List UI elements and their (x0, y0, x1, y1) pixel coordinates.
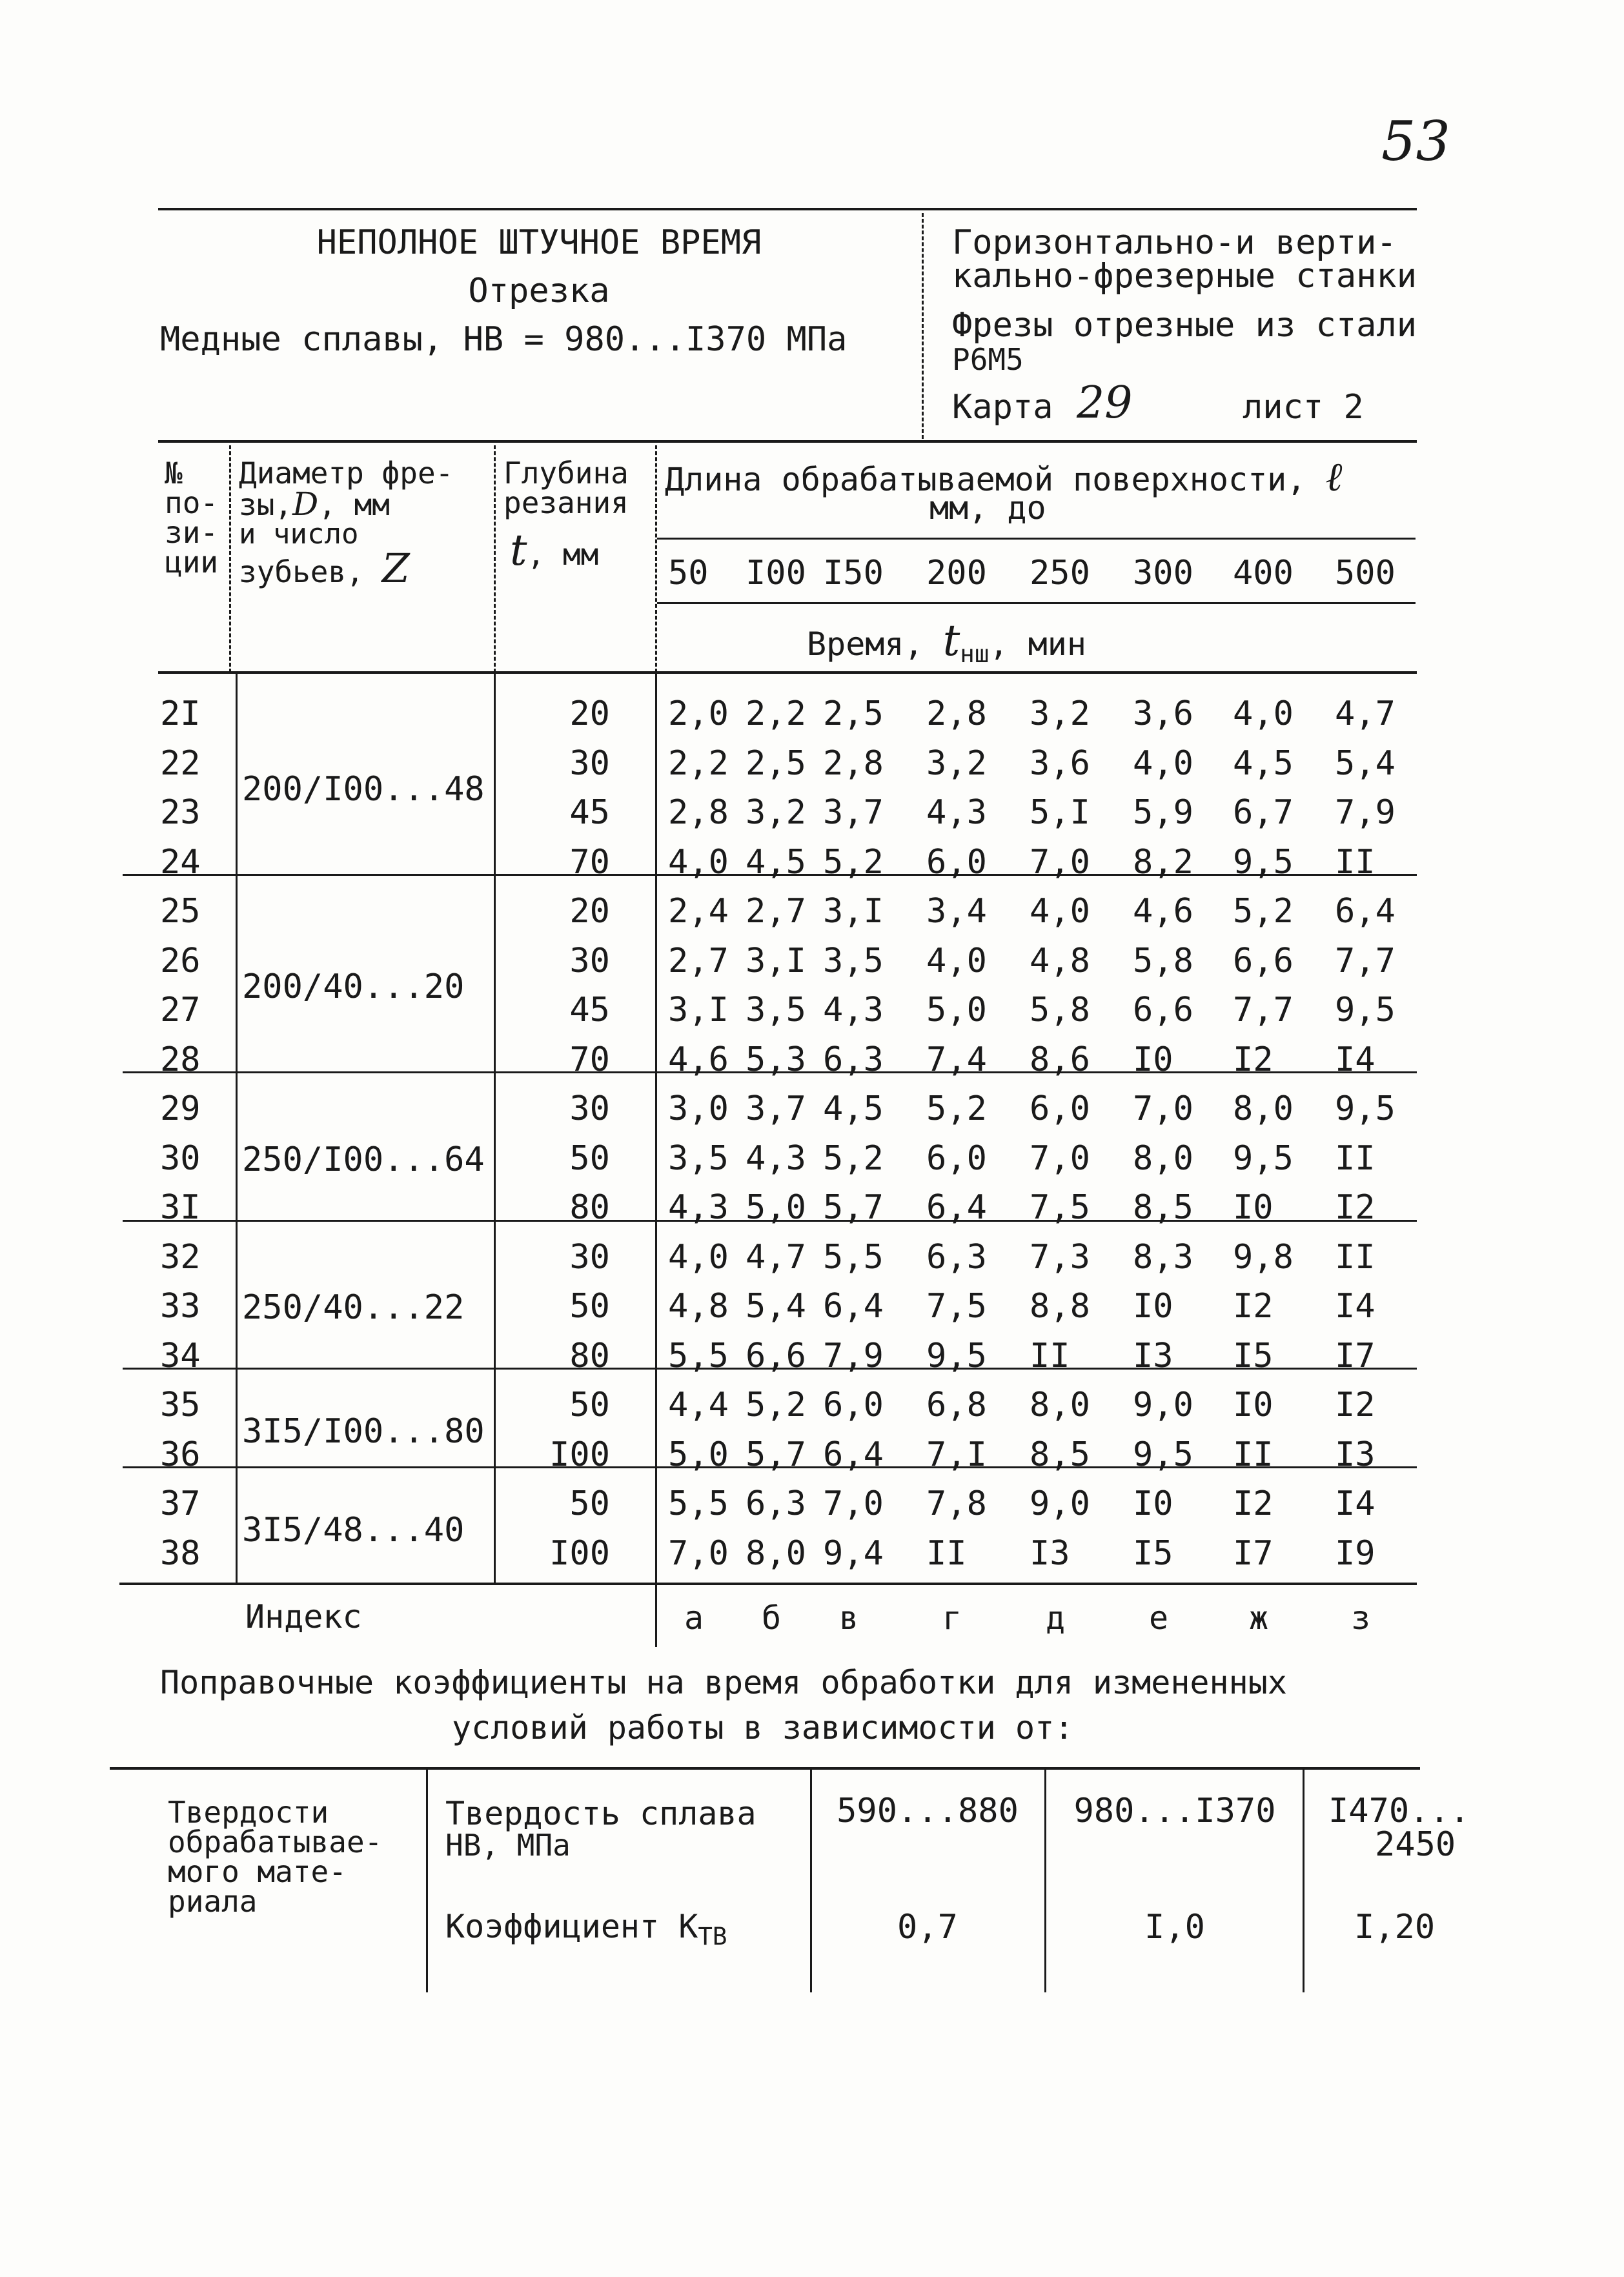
col-diameter-h4a: зубьев, (239, 554, 364, 589)
correction-title-2: условий работы в зависимости от: (452, 1709, 1074, 1746)
row-time-value: 3,2 (1030, 694, 1090, 733)
row-time-value: II (1335, 842, 1375, 882)
row-depth: 30 (569, 744, 610, 783)
group-diameter: 3I5/I00...80 (242, 1412, 485, 1451)
row-time-value: 4,3 (668, 1188, 729, 1227)
row-time-value: 7,3 (1030, 1237, 1090, 1277)
length-value: 250 (1030, 554, 1090, 592)
row-depth: 45 (569, 991, 610, 1029)
page-title: НЕПОЛНОЕ ШТУЧНОЕ ВРЕМЯ (316, 223, 762, 262)
row-time-value: 3,7 (823, 793, 884, 832)
row-time-value: 4,0 (1233, 694, 1294, 733)
row-time-value: 9,0 (1133, 1386, 1193, 1424)
row-time-value: 5,3 (746, 1040, 806, 1079)
time-unit: , мин (989, 625, 1086, 663)
row-time-value: 9,0 (1030, 1484, 1090, 1523)
row-time-value: 5,7 (746, 1435, 806, 1474)
length-value: I50 (823, 554, 884, 592)
row-time-value: II (926, 1533, 967, 1573)
row-position: 36 (160, 1435, 201, 1474)
row-time-value: 6,0 (926, 842, 987, 882)
col-diameter-h4 (239, 545, 410, 592)
row-time-value: 2,2 (668, 744, 729, 783)
col-length-h2: мм, до (929, 489, 1046, 527)
row-time-value: 9,5 (1133, 1435, 1193, 1474)
diameter-symbol: D (292, 485, 319, 523)
col1-divider-head (229, 445, 231, 673)
row-time-value: 6,0 (1030, 1089, 1090, 1128)
row-time-value: 4,8 (1030, 941, 1090, 980)
row-time-value: I3 (1030, 1533, 1070, 1573)
row-time-value: 6,8 (926, 1386, 987, 1424)
row-time-value: 7,5 (926, 1287, 987, 1326)
row-time-value: 5,5 (668, 1336, 729, 1375)
time-subheader-rule (657, 602, 1416, 604)
row-time-value: I5 (1233, 1336, 1274, 1375)
row-time-value: 5,5 (668, 1484, 729, 1523)
time-label (807, 616, 1086, 668)
col-position-h2: по- (165, 485, 219, 520)
row-time-value: II (1335, 1237, 1375, 1277)
range-3a: I470... (1328, 1792, 1470, 1830)
row-depth: 80 (569, 1188, 610, 1227)
row-time-value: 6,0 (926, 1138, 987, 1178)
row-depth: 50 (569, 1386, 610, 1424)
row-time-value: I4 (1335, 1287, 1375, 1326)
row-time-value: I2 (1233, 1484, 1274, 1523)
row-time-value: 9,4 (823, 1533, 884, 1573)
row-time-value: 9,8 (1233, 1237, 1294, 1277)
row-time-value: 6,6 (746, 1336, 806, 1375)
col-depth-unit: , мм (527, 537, 599, 572)
row-time-value: 5,0 (926, 991, 987, 1029)
col-depth-h3 (510, 525, 599, 575)
coef-subscript: ТВ (698, 1922, 727, 1950)
row-time-value: 5,2 (926, 1089, 987, 1128)
row-time-value: I0 (1233, 1188, 1274, 1227)
row-depth: 30 (569, 1089, 610, 1128)
operation-name: Отрезка (468, 272, 610, 310)
param-label-2: НВ, МПа (445, 1828, 571, 1863)
row-time-value: II (1030, 1336, 1070, 1375)
row-time-value: 5,9 (1133, 793, 1193, 832)
row-time-value: 3,6 (1030, 744, 1090, 783)
time-symbol: t (942, 616, 960, 665)
row-time-value: 5,2 (823, 842, 884, 882)
corr-div-2 (810, 1770, 812, 1992)
row-time-value: I9 (1335, 1533, 1375, 1573)
col-diameter-h2 (239, 485, 390, 523)
col-diameter-h2a: зы, (239, 487, 293, 522)
row-time-value: 4,5 (1233, 744, 1294, 783)
row-time-value: 5,7 (823, 1188, 884, 1227)
row-time-value: 6,7 (1233, 793, 1294, 832)
row-time-value: 5,0 (668, 1435, 729, 1474)
row-time-value: 4,0 (668, 842, 729, 882)
table-top-rule (158, 440, 1417, 443)
row-time-value: 7,0 (1030, 1138, 1090, 1178)
row-position: 33 (160, 1287, 201, 1326)
length-value: I00 (746, 554, 806, 592)
length-value: 300 (1133, 554, 1193, 592)
row-depth: I00 (549, 1435, 610, 1474)
row-position: 35 (160, 1386, 201, 1424)
row-position: 38 (160, 1533, 201, 1573)
row-time-value: 4,4 (668, 1386, 729, 1424)
row-time-value: 8,0 (1133, 1138, 1193, 1178)
col-diameter-h3: и число (239, 518, 359, 551)
row-time-value: 5,4 (1335, 744, 1396, 783)
row-time-value: 2,8 (668, 793, 729, 832)
col-position-h4: ции (165, 545, 219, 580)
row-time-value: 3,0 (668, 1089, 729, 1128)
row-depth: 50 (569, 1484, 610, 1523)
row-time-value: 2,4 (668, 892, 729, 931)
row-time-value: I2 (1335, 1386, 1375, 1424)
row-time-value: 7,8 (926, 1484, 987, 1523)
tool-line-1: Фрезы отрезные из стали (952, 306, 1417, 345)
row-time-value: 2,8 (926, 694, 987, 733)
col3-divider-body (655, 674, 657, 1583)
group-diameter: 3I5/48...40 (242, 1510, 465, 1550)
row-depth: I00 (549, 1533, 610, 1573)
machine-line-2: кально-фрезерные станки (952, 257, 1417, 296)
row-depth: 45 (569, 793, 610, 832)
range-2: 980...I370 (1073, 1792, 1276, 1830)
row-time-value: 2,7 (668, 941, 729, 980)
sheet-label: лист 2 (1243, 388, 1364, 427)
col-depth-h2: резания (503, 485, 629, 520)
row-time-value: I5 (1133, 1533, 1173, 1573)
row-position: 24 (160, 842, 201, 882)
range-1: 590...880 (837, 1792, 1019, 1830)
time-subscript: нш (960, 640, 990, 668)
row-time-value: I7 (1335, 1336, 1375, 1375)
row-depth: 30 (569, 1237, 610, 1277)
row-time-value: I0 (1133, 1484, 1173, 1523)
row-time-value: 4,5 (746, 842, 806, 882)
index-letter: ж (1249, 1599, 1269, 1637)
row-time-value: 4,0 (926, 941, 987, 980)
row-time-value: 4,7 (746, 1237, 806, 1277)
row-time-value: 7,9 (1335, 793, 1396, 832)
card-number: 29 (1077, 378, 1133, 429)
row-depth: 80 (569, 1336, 610, 1375)
row-time-value: 9,5 (926, 1336, 987, 1375)
table-body-bottom-rule (119, 1583, 1417, 1585)
row-time-value: 5,4 (746, 1287, 806, 1326)
row-time-value: 8,5 (1030, 1435, 1090, 1474)
row-position: 28 (160, 1040, 201, 1079)
row-position: 2I (160, 694, 201, 733)
row-time-value: I4 (1335, 1484, 1375, 1523)
teeth-symbol: Z (381, 545, 410, 592)
row-time-value: 2,2 (746, 694, 806, 733)
row-time-value: II (1233, 1435, 1274, 1474)
row-time-value: 5,2 (823, 1138, 884, 1178)
row-time-value: 3,5 (668, 1138, 729, 1178)
row-time-value: 7,I (926, 1435, 987, 1474)
time-label-text: Время, (807, 625, 924, 663)
row-time-value: 5,2 (1233, 892, 1294, 931)
row-time-value: 4,3 (746, 1138, 806, 1178)
group-separator (123, 1368, 1417, 1370)
index-letter: д (1046, 1599, 1066, 1637)
row-time-value: 6,3 (926, 1237, 987, 1277)
col3-divider-head (655, 445, 657, 673)
row-depth: 20 (569, 892, 610, 931)
row-time-value: 6,4 (1335, 892, 1396, 931)
row-time-value: I7 (1233, 1533, 1274, 1573)
row-depth: 70 (569, 1040, 610, 1079)
row-time-value: 3,7 (746, 1089, 806, 1128)
group-diameter: 250/40...22 (242, 1288, 465, 1328)
group-separator (123, 874, 1417, 876)
group-separator (123, 1071, 1417, 1073)
row-time-value: 9,5 (1335, 991, 1396, 1029)
coef-2: I,0 (1144, 1908, 1205, 1947)
length-value: 500 (1335, 554, 1396, 592)
col-diameter-h2b: , мм (318, 487, 390, 522)
row-position: 22 (160, 744, 201, 783)
col-position-h3: зи- (165, 515, 219, 550)
factor-name-4: риала (168, 1884, 258, 1919)
row-depth: 50 (569, 1287, 610, 1326)
row-time-value: 7,0 (1133, 1089, 1193, 1128)
row-time-value: 7,5 (1030, 1188, 1090, 1227)
row-time-value: 3,5 (746, 991, 806, 1029)
row-time-value: 4,6 (668, 1040, 729, 1079)
row-time-value: 8,0 (746, 1533, 806, 1573)
row-time-value: 3,5 (823, 941, 884, 980)
col-diameter-h1: Диаметр фре- (239, 456, 454, 491)
row-time-value: 3,4 (926, 892, 987, 931)
row-time-value: 8,2 (1133, 842, 1193, 882)
row-time-value: 9,5 (1233, 1138, 1294, 1178)
row-time-value: 7,7 (1335, 941, 1396, 980)
header-divider (922, 213, 924, 439)
row-time-value: 4,3 (823, 991, 884, 1029)
length-value: 400 (1233, 554, 1294, 592)
correction-top-rule (110, 1767, 1420, 1770)
row-position: 30 (160, 1138, 201, 1178)
row-time-value: I3 (1133, 1336, 1173, 1375)
row-time-value: 2,0 (668, 694, 729, 733)
col2-divider-head (494, 445, 496, 673)
row-time-value: I3 (1335, 1435, 1375, 1474)
row-time-value: 4,8 (668, 1287, 729, 1326)
row-time-value: 3,2 (746, 793, 806, 832)
row-time-value: 2,7 (746, 892, 806, 931)
machine-line-1: Горизонтально-и верти- (952, 223, 1397, 262)
coef-label-text: Коэффициент К (445, 1908, 698, 1945)
col2-divider-body (494, 674, 496, 1583)
factor-name-2: обрабатывае- (168, 1825, 383, 1859)
row-time-value: I0 (1233, 1386, 1274, 1424)
row-time-value: 7,7 (1233, 991, 1294, 1029)
corr-div-4 (1303, 1770, 1304, 1992)
row-time-value: 5,8 (1133, 941, 1193, 980)
col-position-h1: № (165, 456, 183, 491)
corr-div-1 (426, 1770, 428, 1992)
length-value: 50 (668, 554, 709, 592)
row-time-value: 6,3 (746, 1484, 806, 1523)
row-time-value: 4,6 (1133, 892, 1193, 931)
row-time-value: II (1335, 1138, 1375, 1178)
index-letter: а (684, 1599, 704, 1637)
row-time-value: 4,7 (1335, 694, 1396, 733)
row-time-value: 6,4 (823, 1435, 884, 1474)
row-time-value: 7,0 (823, 1484, 884, 1523)
row-time-value: 3,I (668, 991, 729, 1029)
row-depth: 30 (569, 941, 610, 980)
row-time-value: 9,5 (1335, 1089, 1396, 1128)
row-depth: 20 (569, 694, 610, 733)
row-position: 32 (160, 1237, 201, 1277)
range-3b: 2450 (1375, 1825, 1456, 1864)
group-diameter: 200/I00...48 (242, 770, 485, 809)
row-time-value: 3,2 (926, 744, 987, 783)
row-time-value: 5,0 (746, 1188, 806, 1227)
header-top-rule (158, 208, 1417, 210)
row-time-value: 6,3 (823, 1040, 884, 1079)
row-time-value: 4,3 (926, 793, 987, 832)
row-time-value: 8,6 (1030, 1040, 1090, 1079)
coef-1: 0,7 (897, 1908, 958, 1947)
row-time-value: 8,0 (1233, 1089, 1294, 1128)
row-position: 34 (160, 1336, 201, 1375)
row-depth: 50 (569, 1138, 610, 1178)
row-time-value: 6,6 (1233, 941, 1294, 980)
row-time-value: 6,6 (1133, 991, 1193, 1029)
row-time-value: 5,8 (1030, 991, 1090, 1029)
coef-3: I,20 (1354, 1908, 1436, 1947)
row-time-value: 4,0 (1030, 892, 1090, 931)
index-letter: в (839, 1599, 859, 1637)
col-length-title: Длина обрабатываемой поверхности, (665, 461, 1306, 498)
row-position: 29 (160, 1089, 201, 1128)
row-time-value: 6,4 (926, 1188, 987, 1227)
row-time-value: 6,4 (823, 1287, 884, 1326)
row-time-value: 4,0 (1133, 744, 1193, 783)
row-time-value: 7,0 (1030, 842, 1090, 882)
index-divider (655, 1585, 657, 1647)
index-letter: г (942, 1599, 962, 1637)
row-time-value: 5,5 (823, 1237, 884, 1277)
row-time-value: 7,4 (926, 1040, 987, 1079)
col1-divider-body (236, 674, 238, 1583)
index-letter: е (1149, 1599, 1169, 1637)
index-letter: б (762, 1599, 782, 1637)
row-time-value: I0 (1133, 1287, 1173, 1326)
row-position: 26 (160, 941, 201, 980)
col-depth-h1: Глубина (503, 456, 629, 491)
row-time-value: 4,5 (823, 1089, 884, 1128)
row-time-value: 7,0 (668, 1533, 729, 1573)
group-separator (123, 1466, 1417, 1468)
row-time-value: 3,I (746, 941, 806, 980)
row-depth: 70 (569, 842, 610, 882)
row-time-value: 2,5 (746, 744, 806, 783)
row-time-value: 5,2 (746, 1386, 806, 1424)
tool-line-2: Р6М5 (952, 342, 1024, 377)
param-label-1: Твердость сплава (445, 1795, 756, 1832)
row-position: 25 (160, 892, 201, 931)
index-label: Индекс (245, 1598, 362, 1635)
depth-symbol: t (510, 525, 527, 575)
corr-div-3 (1044, 1770, 1046, 1992)
material-spec: Медные сплавы, НВ = 980...I370 МПа (160, 320, 848, 359)
factor-name-1: Твердости (168, 1795, 329, 1830)
group-diameter: 250/I00...64 (242, 1140, 485, 1179)
row-time-value: I2 (1335, 1188, 1375, 1227)
row-time-value: 3,6 (1133, 694, 1193, 733)
row-time-value: 8,5 (1133, 1188, 1193, 1227)
row-time-value: 8,0 (1030, 1386, 1090, 1424)
row-time-value: I0 (1133, 1040, 1173, 1079)
coef-label (445, 1910, 727, 1949)
table-header-bottom-rule (158, 671, 1417, 674)
row-time-value: 6,0 (823, 1386, 884, 1424)
row-time-value: I2 (1233, 1040, 1274, 1079)
row-time-value: 5,I (1030, 793, 1090, 832)
index-letter: з (1351, 1599, 1371, 1637)
correction-title-1: Поправочные коэффициенты на время обработки для измененных (160, 1664, 1287, 1701)
row-time-value: 8,8 (1030, 1287, 1090, 1326)
length-value: 200 (926, 554, 987, 592)
row-position: 27 (160, 991, 201, 1029)
factor-name-3: мого мате- (168, 1854, 347, 1889)
row-time-value: 2,8 (823, 744, 884, 783)
group-separator (123, 1220, 1417, 1222)
row-position: 3I (160, 1188, 201, 1227)
group-diameter: 200/40...20 (242, 967, 465, 1006)
row-time-value: I2 (1233, 1287, 1274, 1326)
row-position: 37 (160, 1484, 201, 1523)
row-time-value: 2,5 (823, 694, 884, 733)
row-position: 23 (160, 793, 201, 832)
page-number: 53 (1381, 110, 1450, 173)
row-time-value: I4 (1335, 1040, 1375, 1079)
row-time-value: 9,5 (1233, 842, 1294, 882)
row-time-value: 7,9 (823, 1336, 884, 1375)
row-time-value: 4,0 (668, 1237, 729, 1277)
row-time-value: 8,3 (1133, 1237, 1193, 1277)
card-label: Карта (952, 388, 1053, 427)
row-time-value: 3,I (823, 892, 884, 931)
length-subheader-rule (657, 538, 1416, 540)
length-symbol: ℓ (1325, 453, 1343, 500)
